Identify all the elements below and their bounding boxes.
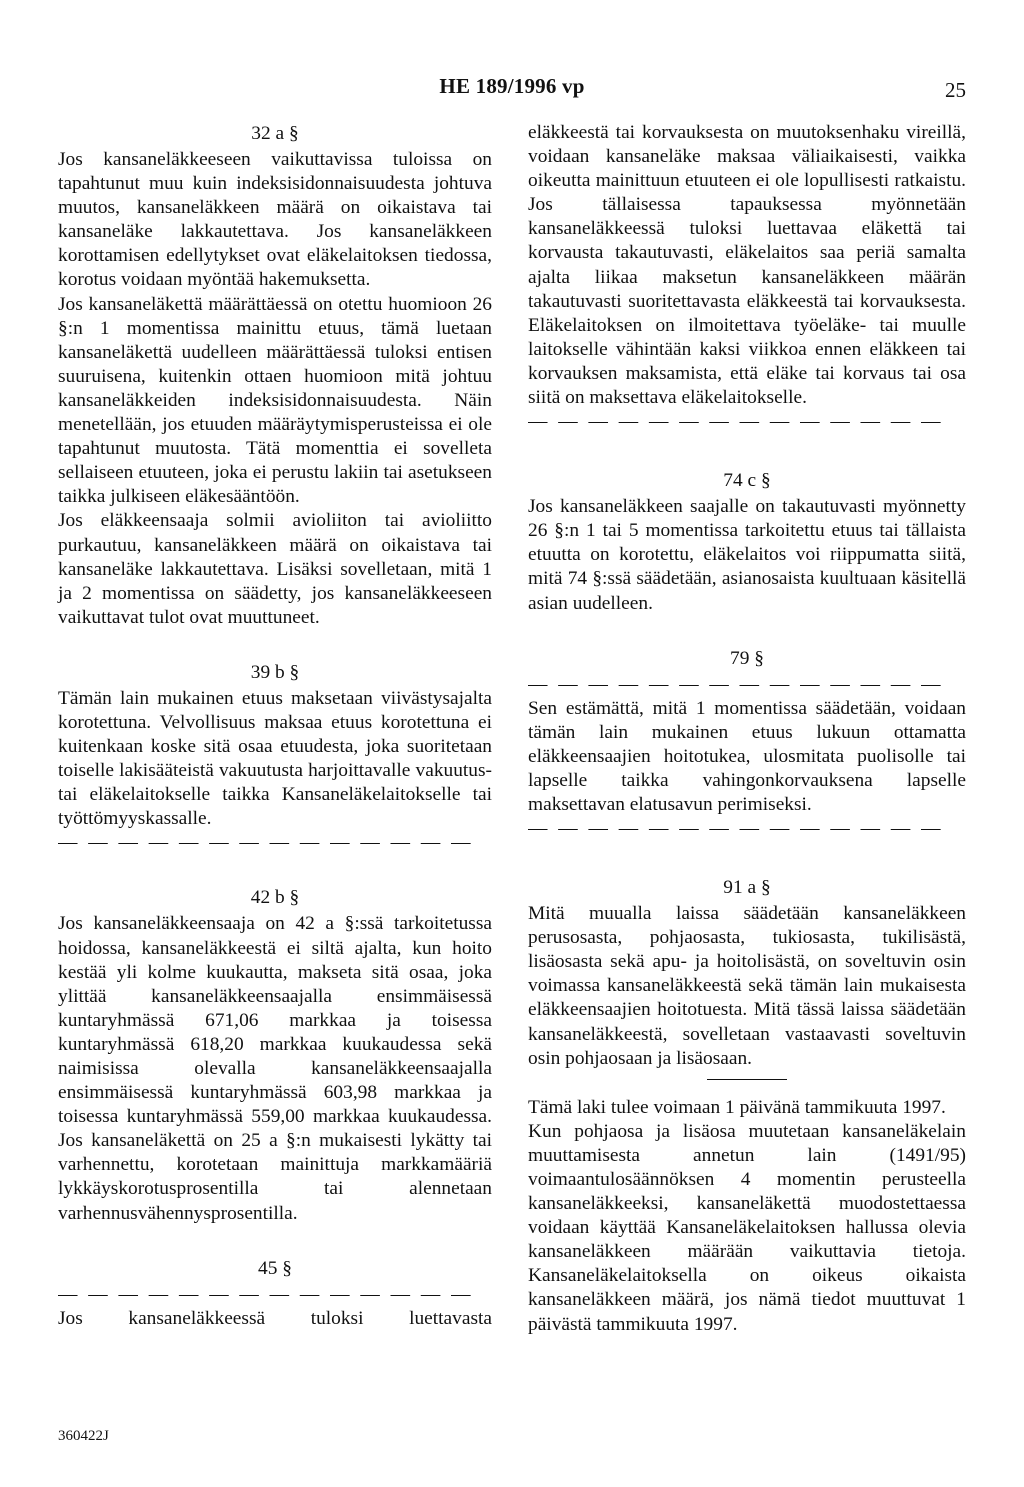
section-heading-39b: 39 b § — [250, 661, 300, 683]
section-heading-45: 45 § — [258, 1257, 292, 1279]
entry-into-force-paragraph: Tämä laki tulee voimaan 1 päivänä tammikuuta 1997. — [528, 1096, 946, 1118]
section-42b-paragraph-1: Jos kansaneläkkeensaaja on 42 a §:ssä tarkoitetussa hoidossa, kansaneläkkeestä ei siltä ajalta, kun hoito kestää yli kolme kuukautta, makseta sitä osaa, joka ylittää kansaneläkkeensaajalla ensimmäisessä kuntaryhmässä 671,06 markkaa ja toisessa kuntaryhmässä 618,20 markkaa kuukaudessa sekä naimisissa olevalla kansaneläkkeensaajalla ensimmäisessä kuntaryhmässä 603,98 markkaa ja toisessa kuntaryhmässä 559,00 markkaa kuukaudessa. Jos kansaneläkettä on 25 a §:n mukaisesti lykätty tai varhennettu, korotetaan mainittuja markkamääriä lykkäyskorotusprosentilla tai alennetaan varhennusvähennysprosentilla. — [58, 913, 492, 1224]
section-32a-paragraph-1: Jos kansaneläkkeeseen vaikuttavissa tuloissa on tapahtunut muu kuin indeksisidonnaisuudesta johtuva muutos, kansaneläkkeen määrä on oikaistava tai kansaneläke lakkautettava. Jos kansaneläkkeen korottamisen edellytykset ovat eläkelaitoksen tiedossa, korotus voidaan myöntää hakemuksetta. — [58, 149, 492, 291]
section-32a-paragraph-3: Jos eläkkeensaaja solmii avioliiton tai avioliitto purkautuu, kansaneläkkeen määrä on oikaistava tai kansaneläke lakkautettava. Lisäksi sovelletaan, mitä 1 ja 2 momentissa on säädetty, jos kansaneläkkeeseen vaikuttavat tulot ovat muuttuneet. — [58, 510, 492, 628]
page-header — [0, 72, 1024, 106]
print-code: 360422J — [58, 1428, 109, 1444]
right-column — [528, 121, 966, 1337]
section-heading-91a: 91 a § — [723, 877, 771, 899]
left-column — [58, 121, 492, 1331]
transitional-provision-paragraph: Kun pohjaosa ja lisäosa muutetaan kansaneläkelain muuttamisesta annetun lain (1491/95) voimaantulosäännöksen 4 momentin perusteella kansaneläkkeeksi, kansaneläkettä muodostettaessa voidaan käyttää Kansaneläkelaitoksen hallussa olevia kansaneläkkeen määrään vaikuttavia tietoja. Kansaneläkelaitoksella on oikeus oikaista kansaneläkkeen määrä, jos nämä tiedot muuttuvat 1 päivästä tammikuuta 1997. — [528, 1120, 966, 1335]
omission-dash-line: — — — — — — — — — — — — — — — [58, 832, 474, 854]
section-45-paragraph-1: Jos kansaneläkkeessä tuloksi luettavasta — [58, 1307, 492, 1329]
section-heading-32a: 32 a § — [251, 123, 299, 144]
section-91a-paragraph-1: Mitä muualla laissa säädetään kansaneläkkeen perusosasta, pohjaosasta, tukiosasta, tukilisästä, lisäosasta sekä apu- ja hoitolisästä, on soveltuvin osin voimassa kansaneläkkeestä sekä tämän lain mukaisesta eläkkeensaajien hoitotuesta. Mitä tässä laissa säädetään kansaneläkkeestä, sovelletaan vastaavasti soveltuvin osin pohjaosaan ja lisäosaan. — [528, 903, 966, 1069]
section-79-paragraph-1: Sen estämättä, mitä 1 momentissa säädetään, voidaan tämän lain mukainen etuus lukuun ottamatta eläkkeensaajien hoitotukea, ulosmitata puolisolle tai lapselle taikka vahingonkorvauksena lapselle maksettavan elatusavun perimiseksi. — [528, 697, 966, 815]
document-title: HE 189/1996 vp — [439, 74, 585, 98]
omission-dash-line: — — — — — — — — — — — — — — — [528, 411, 944, 433]
omission-dash-line: — — — — — — — — — — — — — — — [528, 818, 944, 840]
continued-paragraph: eläkkeestä tai korvauksesta on muutoksenhaku vireillä, voidaan kansaneläke maksaa väliaikaisesti, vaikka oikeutta mainittuun etuuteen ei ole lopullisesti ratkaistu. Jos tällaisessa tapauksessa myönnetään kansaneläkkeessä tuloksi luettavaa eläkettä tai korvausta takautuvasti, eläkelaitos saa periä samalta ajalta liikaa maksetun kansaneläkkeen määrän takautuvasti suoritettavasta eläkkeestä tai korvauksesta. Eläkelaitoksen on ilmoitettava työeläke- tai muulle laitokselle vähintään kaksi viikkoa ennen eläkkeen tai korvauksen maksamista, että eläke tai korvaus tai osa siitä on maksettava eläkelaitokselle. — [528, 122, 966, 409]
omission-dash-line: — — — — — — — — — — — — — — — [528, 673, 944, 695]
section-32a-paragraph-2: Jos kansaneläkettä määrättäessä on otettu huomioon 26 §:n 1 momentissa mainittu etuus, tämä luetaan kansaneläkettä uudelleen määrättäessä tuloksi entisen suuruisena, kuitenkin ottaen huomioon mitä johtuu kansaneläkkeiden indeksisidonnaisuudesta. Näin menetellään, jos etuuden määräytymisperusteissa ei ole tapahtunut muutosta. Tätä momenttia ei sovelleta sellaiseen etuuteen, joka ei perustu lakiin tai asetukseen taikka julkiseen eläkesääntöön. — [58, 293, 492, 508]
section-74c-paragraph-1: Jos kansaneläkkeen saajalle on takautuvasti myönnetty 26 §:n 1 tai 5 momentissa tarkoitettu etuus tai tällaista etuutta on korotettu, eläkelaitos voi riippumatta siitä, mitä 74 §:ssä säädetään, asianosaista kuultuaan käsitellä asian uudelleen. — [528, 496, 966, 614]
section-39b-paragraph-1: Tämän lain mukainen etuus maksetaan viivästysajalta korotettuna. Velvollisuus maksaa etuus korotettuna ei kuitenkaan koske sitä osaa etuudesta, joka suoritetaan toiselle lakisääteistä vakuutusta harjoittavalle vakuutus- tai eläkelaitokselle taikka Kansaneläkelaitokselle tai työttömyyskassalle. — [58, 687, 492, 830]
section-heading-42b: 42 b § — [250, 887, 300, 909]
omission-dash-line: — — — — — — — — — — — — — — — [58, 1283, 474, 1305]
section-heading-74c: 74 c § — [723, 470, 771, 492]
section-heading-79: 79 § — [730, 647, 764, 669]
page-number: 25 — [945, 78, 966, 102]
section-divider-rule — [707, 1079, 787, 1080]
